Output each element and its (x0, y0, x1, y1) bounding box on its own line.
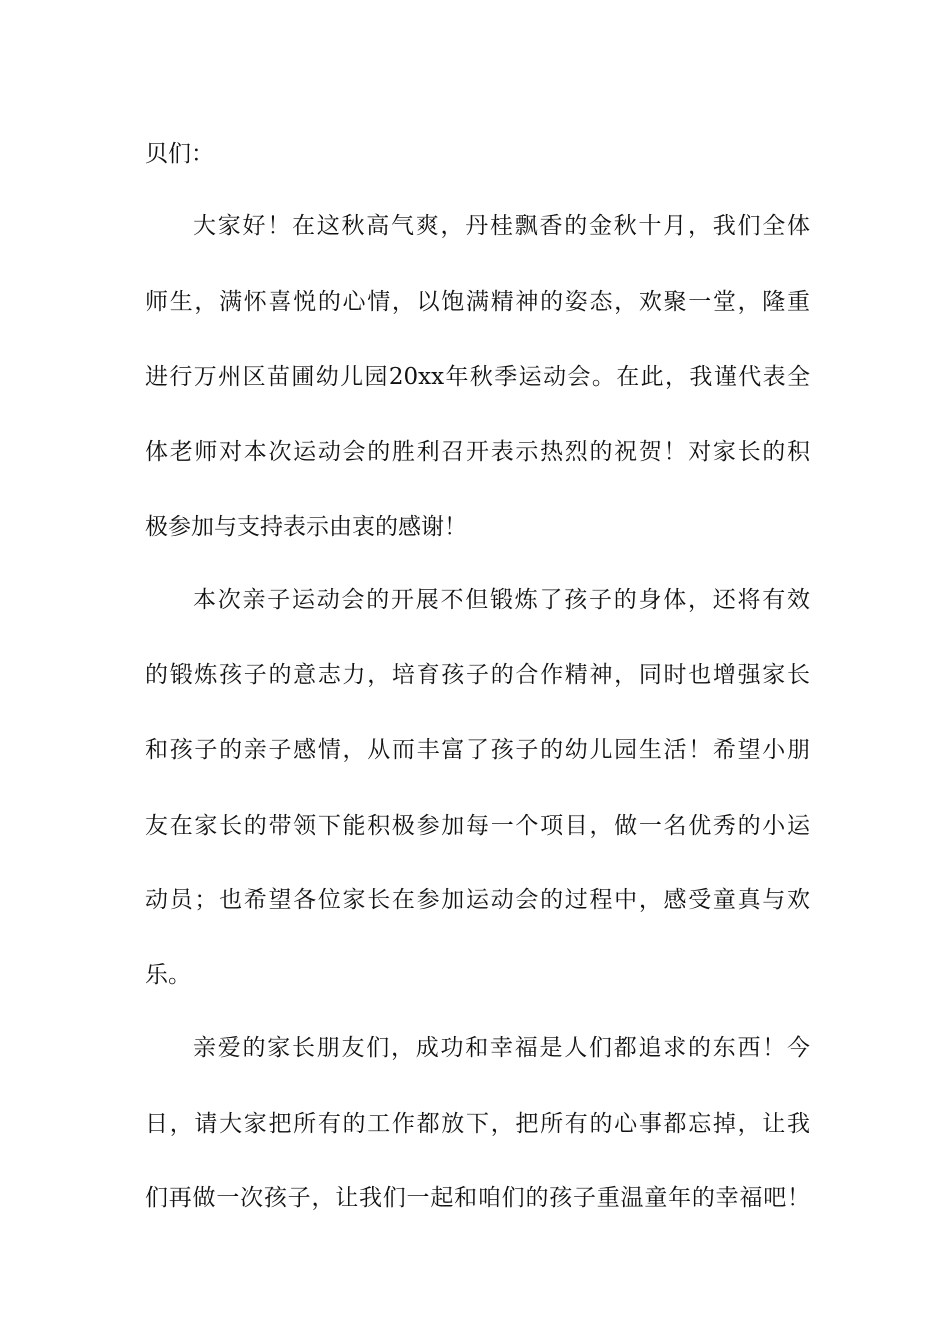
text-line: 体老师对本次运动会的胜利召开表示热烈的祝贺！对家长的积 (145, 439, 810, 465)
text-line: 友在家长的带领下能积极参加每一个项目，做一名优秀的小运 (145, 813, 810, 839)
text-line: 进行万州区苗圃幼儿园20xx年秋季运动会。在此，我谨代表全 (145, 364, 810, 390)
text-line: 极参加与支持表示由衷的感谢！ (145, 514, 467, 540)
text-line: 乐。 (145, 962, 191, 988)
text-line: 的锻炼孩子的意志力，培育孩子的合作精神，同时也增强家长 (145, 662, 810, 688)
paragraph-first-line: 本次亲子运动会的开展不但锻炼了孩子的身体，还将有效 (193, 587, 810, 613)
text-line: 和孩子的亲子感情，从而丰富了孩子的幼儿园生活！希望小朋 (145, 737, 810, 763)
text-line: 们再做一次孩子，让我们一起和咱们的孩子重温童年的幸福吧！ (145, 1185, 810, 1211)
paragraph-first-line: 亲爱的家长朋友们，成功和幸福是人们都追求的东西！今 (193, 1035, 810, 1061)
text-line: 师生，满怀喜悦的心情，以饱满精神的姿态，欢聚一堂，隆重 (145, 289, 810, 315)
text-line: 贝们： (145, 141, 214, 167)
text-line: 动员；也希望各位家长在参加运动会的过程中，感受童真与欢 (145, 887, 810, 913)
text-line: 日，请大家把所有的工作都放下，把所有的心事都忘掉，让我 (145, 1111, 810, 1137)
paragraph-first-line: 大家好！在这秋高气爽，丹桂飘香的金秋十月，我们全体 (193, 213, 810, 239)
